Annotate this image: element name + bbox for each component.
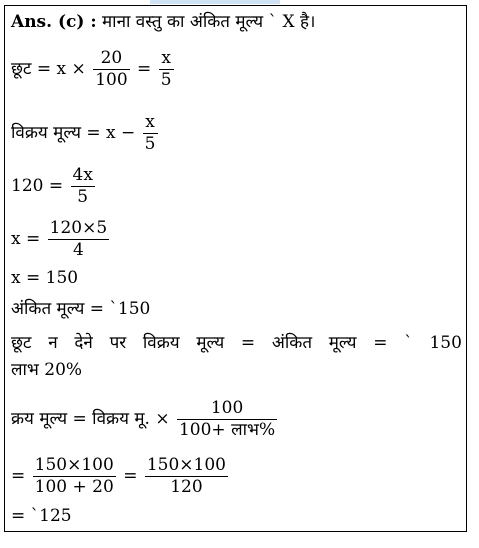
selling-price-lhs: विक्रय मूल्य = x − [11, 123, 136, 143]
solution-box [4, 5, 467, 532]
word: मूल्य [196, 333, 225, 353]
no-discount-line [11, 333, 462, 353]
equals-sign: = [123, 466, 138, 486]
profit-line: लाभ 20% [11, 360, 83, 380]
word: 150 [429, 333, 462, 353]
word: = [373, 333, 388, 353]
fraction-x-5 [143, 112, 158, 155]
discount-line [11, 48, 176, 91]
fraction-denominator: 100 + 20 [34, 477, 114, 497]
cost-price-lhs: क्रय मूल्य = विक्रय मू. × [11, 409, 170, 429]
answer-line [11, 12, 315, 32]
equation-120-line [11, 165, 97, 208]
marked-price-line: अंकित मूल्य = `150 [11, 299, 151, 319]
discount-lhs: छूट = x × [11, 59, 86, 79]
fraction-denominator: 4 [73, 240, 84, 260]
fraction-numerator: 150×100 [34, 455, 114, 475]
answer-label: Ans. (c) : [11, 12, 97, 32]
fraction-100-profit [177, 398, 277, 441]
fraction-denominator: 5 [144, 134, 156, 154]
x-value-line: x = 150 [11, 268, 79, 288]
cost-price-line [11, 398, 279, 441]
word: न [48, 333, 58, 353]
equals-sign: = [137, 59, 152, 79]
word: विक्रय [142, 333, 180, 353]
fraction-numerator: x [159, 48, 174, 70]
fraction-150x100-120sum [33, 455, 116, 498]
fraction-20-100 [93, 48, 129, 91]
fraction-denominator: 100 [95, 70, 128, 90]
word: अंकित [271, 333, 313, 353]
fraction-numerator: x [143, 112, 158, 134]
fraction-numerator: 150×100 [146, 455, 226, 475]
fraction-120x5-4 [48, 218, 110, 261]
word: मूल्य [328, 333, 357, 353]
answer-statement: माना वस्तु का अंकित मूल्य ` X है। [102, 12, 316, 32]
fraction-denominator: 100+ लाभ% [178, 420, 276, 440]
fraction-4x-5 [71, 165, 95, 208]
fraction-150x100-120 [145, 455, 228, 498]
final-answer-line: = `125 [11, 506, 72, 526]
fraction-denominator: 120 [170, 477, 203, 497]
fraction-x-5 [159, 48, 174, 91]
cost-calc-line [11, 455, 230, 498]
selling-price-line [11, 112, 160, 155]
x-solve-line [11, 218, 111, 261]
word: पर [109, 333, 127, 353]
word: = [240, 333, 256, 353]
word: ` [404, 333, 413, 353]
top-accent-bar [150, 0, 280, 4]
word: देने [74, 333, 93, 353]
fraction-denominator: 5 [160, 70, 172, 90]
equals-sign: = [11, 466, 26, 486]
fraction-numerator: 100 [177, 398, 277, 420]
equation-lhs: 120 = [11, 176, 64, 196]
x-solve-lhs: x = [11, 229, 41, 249]
fraction-numerator: 20 [93, 48, 129, 70]
fraction-numerator: 4x [72, 165, 93, 185]
word: छूट [11, 333, 32, 353]
fraction-numerator: 120×5 [49, 218, 108, 238]
fraction-denominator: 5 [77, 187, 89, 207]
